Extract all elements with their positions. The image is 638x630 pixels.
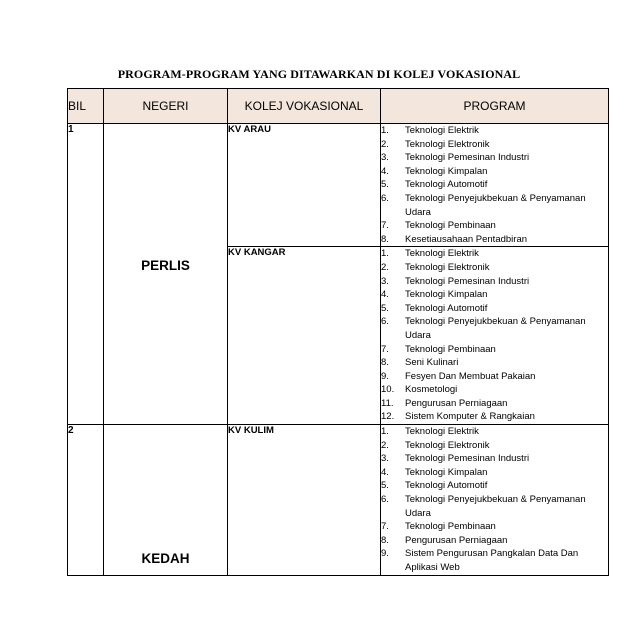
list-item: [381, 192, 608, 219]
program-number: 6.: [381, 192, 389, 204]
header-bil: BIL: [68, 89, 104, 124]
program-number: 8.: [381, 534, 389, 546]
program-number: 10.: [381, 384, 395, 396]
program-name: Teknologi Penyejukbekuan & Penyamanan Udara: [405, 316, 586, 341]
program-name: Kosmetologi: [405, 384, 458, 396]
program-number: 5.: [381, 480, 389, 492]
program-number: 4.: [381, 466, 389, 478]
program-name: Teknologi Pembinaan: [405, 220, 496, 232]
list-item: [381, 275, 608, 289]
program-number: 2.: [381, 138, 389, 150]
program-number: 8.: [381, 357, 389, 369]
list-item: [381, 425, 608, 439]
program-name: Teknologi Automotif: [405, 480, 488, 492]
list-item: [381, 466, 608, 480]
program-name: Teknologi Elektronik: [405, 261, 490, 273]
program-cell: [381, 247, 609, 425]
program-number: 2.: [381, 439, 389, 451]
program-name: Sistem Pengurusan Pangkalan Data Dan Aplikasi Web: [405, 548, 579, 573]
list-item: [381, 315, 608, 342]
list-item: [381, 151, 608, 165]
list-item: [381, 165, 608, 179]
header-program: PROGRAM: [381, 89, 609, 124]
program-name: Teknologi Automotif: [405, 179, 488, 191]
program-name: Teknologi Penyejukbekuan & Penyamanan Udara: [405, 494, 586, 519]
program-name: Teknologi Pemesinan Industri: [405, 275, 530, 287]
program-number: 9.: [381, 370, 389, 382]
list-item: [381, 233, 608, 247]
program-table: [67, 88, 609, 576]
program-number: 2.: [381, 261, 389, 273]
state-cell: [104, 425, 228, 576]
list-item: [381, 219, 608, 233]
program-name: Kesetiausahaan Pentadbiran: [405, 233, 528, 245]
list-item: [381, 261, 608, 275]
list-item: [381, 493, 608, 520]
program-name: Teknologi Pembinaan: [405, 343, 496, 355]
program-name: Fesyen Dan Membuat Pakaian: [405, 370, 536, 382]
list-item: [381, 520, 608, 534]
table-body: [68, 124, 609, 576]
list-item: [381, 410, 608, 424]
program-name: Pengurusan Perniagaan: [405, 534, 508, 546]
program-number: 1.: [381, 248, 389, 260]
program-name: Teknologi Penyejukbekuan & Penyamanan Udara: [405, 192, 586, 218]
program-name: Teknologi Pembinaan: [405, 521, 496, 533]
document-title: PROGRAM-PROGRAM YANG DITAWARKAN DI KOLEJ VOKASIONAL: [117, 67, 521, 81]
table-header-row: [68, 89, 609, 124]
state-name: PERLIS: [141, 258, 190, 273]
program-name: Teknologi Pemesinan Industri: [405, 152, 530, 164]
program-name: Teknologi Kimpalan: [405, 289, 488, 301]
state-cell: [104, 124, 228, 425]
program-number: 11.: [381, 397, 394, 409]
program-number: 3.: [381, 152, 389, 164]
program-cell: [381, 425, 609, 576]
program-number: 3.: [381, 453, 389, 465]
list-item: [381, 124, 608, 138]
program-number: 7.: [381, 521, 389, 533]
row-number: 2: [68, 425, 104, 576]
program-name: Teknologi Elektronik: [405, 138, 490, 150]
program-list: [381, 425, 608, 575]
program-name: Teknologi Automotif: [405, 302, 488, 314]
header-negeri: NEGERI: [104, 89, 228, 124]
program-list: [381, 124, 608, 246]
program-name: Teknologi Elektronik: [405, 439, 490, 451]
list-item: [381, 302, 608, 316]
program-number: 4.: [381, 289, 389, 301]
college-name: KV KULIM: [228, 425, 381, 576]
program-name: Sistem Komputer & Rangkaian: [405, 411, 535, 423]
row-number: 1: [68, 124, 104, 425]
list-item: [381, 439, 608, 453]
program-number: 5.: [381, 179, 389, 191]
program-name: Teknologi Elektrik: [405, 248, 479, 260]
program-number: 7.: [381, 220, 389, 232]
program-number: 3.: [381, 275, 389, 287]
list-item: [381, 288, 608, 302]
list-item: [381, 397, 608, 411]
list-item: [381, 547, 608, 574]
program-name: Pengurusan Perniagaan: [405, 397, 508, 409]
program-number: 1.: [381, 426, 389, 438]
list-item: [381, 343, 608, 357]
program-number: 9.: [381, 548, 389, 560]
program-name: Seni Kulinari: [405, 357, 459, 369]
college-name: KV KANGAR: [228, 247, 381, 425]
program-number: 6.: [381, 316, 389, 328]
header-kolej-vokasional: KOLEJ VOKASIONAL: [228, 89, 381, 124]
program-number: 5.: [381, 302, 389, 314]
table-row: [68, 124, 609, 247]
program-list: [381, 247, 608, 424]
program-cell: [381, 124, 609, 247]
program-number: 1.: [381, 125, 389, 136]
state-name: KEDAH: [141, 551, 190, 567]
program-name: Teknologi Pemesinan Industri: [405, 453, 530, 465]
program-number: 6.: [381, 494, 389, 506]
program-name: Teknologi Kimpalan: [405, 165, 488, 177]
program-number: 12.: [381, 411, 395, 423]
list-item: [381, 178, 608, 192]
program-name: Teknologi Elektrik: [405, 125, 479, 136]
program-number: 4.: [381, 165, 389, 177]
program-name: Teknologi Kimpalan: [405, 466, 488, 478]
program-name: Teknologi Elektrik: [405, 426, 479, 438]
program-number: 8.: [381, 233, 389, 245]
list-item: [381, 247, 608, 261]
list-item: [381, 452, 608, 466]
list-item: [381, 479, 608, 493]
college-name: KV ARAU: [228, 124, 381, 247]
list-item: [381, 356, 608, 370]
list-item: [381, 534, 608, 548]
list-item: [381, 138, 608, 152]
list-item: [381, 383, 608, 397]
table-row: [68, 425, 609, 576]
program-number: 7.: [381, 343, 389, 355]
list-item: [381, 370, 608, 384]
